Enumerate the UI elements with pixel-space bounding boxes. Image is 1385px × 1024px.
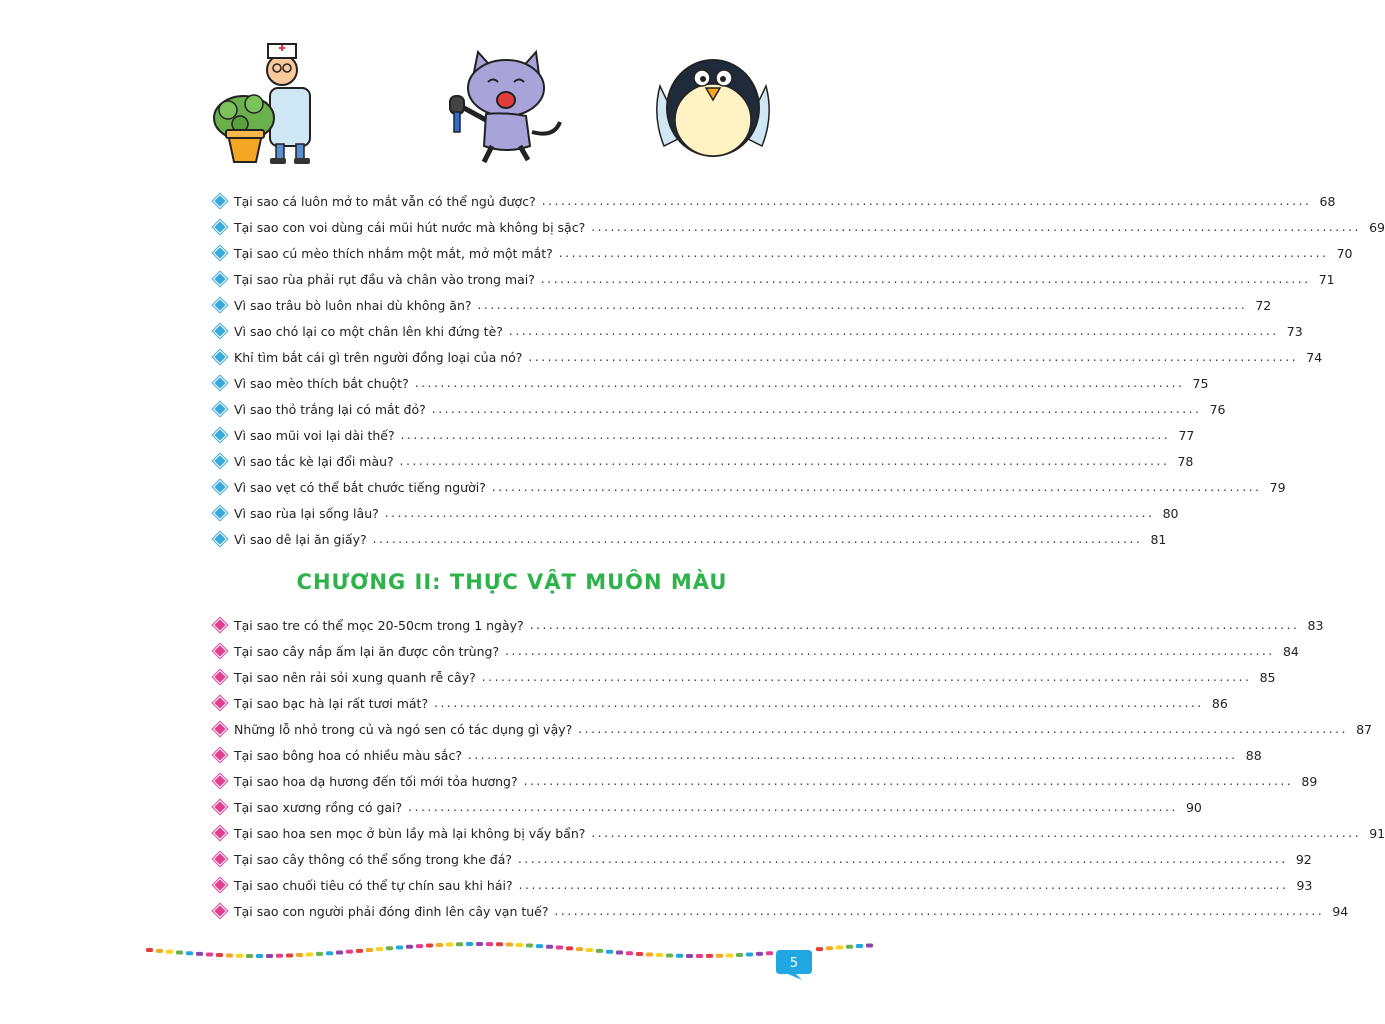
leader-dots: ........................................................................................................................ [434, 696, 1204, 710]
footer-dash [606, 950, 613, 954]
toc-entry-title: Vì sao dê lại ăn giấy? [234, 531, 367, 547]
footer-dash [686, 954, 693, 958]
toc-entry-title: Tại sao con người phải đóng đinh lên cây vạn tuế? [234, 903, 549, 919]
diamond-bullet-icon [213, 670, 227, 684]
footer-dash [826, 946, 833, 950]
diamond-bullet-icon [213, 800, 227, 814]
toc-entry-page: 94 [1332, 903, 1349, 919]
toc-entry-title: Tại sao xương rồng có gai? [234, 799, 403, 815]
toc-entry-page: 74 [1306, 349, 1323, 365]
footer-dash [556, 946, 563, 950]
footer-dash [196, 952, 203, 956]
footer-dash [856, 944, 863, 948]
footer-dash [716, 954, 723, 958]
footer-dash [436, 943, 443, 947]
toc-entry-title: Những lỗ nhỏ trong củ và ngó sen có tác dụng gì vậy? [234, 721, 573, 737]
toc-entry-page: 73 [1286, 323, 1303, 339]
leader-dots: ........................................................................................................................ [591, 826, 1362, 840]
toc-entry[interactable] [212, 422, 1195, 448]
toc-entry-page: 93 [1296, 877, 1313, 893]
footer-dash [446, 943, 453, 947]
footer-dash [426, 943, 433, 947]
toc-entry-title: Tại sao cá luôn mở to mắt vẫn có thể ngủ được? [234, 193, 536, 209]
leader-dots: ........................................................................................................................ [578, 722, 1348, 736]
toc-entry[interactable] [212, 872, 1313, 898]
footer-dash [386, 946, 393, 950]
toc-entry-page: 92 [1295, 851, 1312, 867]
toc-entry-page: 84 [1282, 643, 1299, 659]
toc-entry-title: Tại sao chuối tiêu có thể tự chín sau khi hái? [234, 877, 513, 893]
toc-entry-title: Vì sao thỏ trắng lại có mắt đỏ? [234, 401, 426, 417]
toc-entry-page: 70 [1336, 245, 1353, 261]
toc-entry[interactable] [212, 500, 1179, 526]
footer-dash [466, 942, 473, 946]
footer-dash [376, 947, 383, 951]
footer-dash [346, 950, 353, 954]
footer-dash [486, 942, 493, 946]
toc-entry[interactable] [212, 690, 1228, 716]
diamond-bullet-icon [213, 298, 227, 312]
leader-dots: ........................................................................................................................ [518, 878, 1289, 892]
cold-penguin-illustration [648, 46, 778, 166]
diamond-bullet-icon [213, 272, 227, 286]
toc-entry-page: 68 [1319, 193, 1336, 209]
toc-entry[interactable] [212, 612, 1324, 638]
footer-dash [396, 945, 403, 949]
toc-entry-title: Vì sao mèo thích bắt chuột? [234, 375, 409, 391]
diamond-bullet-icon [213, 904, 227, 918]
diamond-bullet-icon [213, 774, 227, 788]
leader-dots: ........................................................................................................................ [414, 376, 1185, 390]
diamond-bullet-icon [213, 696, 227, 710]
footer-dash [316, 952, 323, 956]
footer-dash [366, 948, 373, 952]
footer-dash [646, 953, 653, 957]
toc-entry-title: Tại sao hoa sen mọc ở bùn lầy mà lại không bị vấy bẩn? [234, 825, 586, 841]
toc-entry-title: Vì sao vẹt có thể bắt chước tiếng người? [234, 479, 486, 495]
leader-dots: ........................................................................................................................ [540, 272, 1311, 286]
toc-entry-title: Vì sao rùa lại sống lâu? [234, 505, 379, 521]
leader-dots: ........................................................................................................................ [481, 670, 1252, 684]
diamond-bullet-icon [213, 748, 227, 762]
toc-entry[interactable] [212, 664, 1276, 690]
diamond-bullet-icon [213, 852, 227, 866]
leader-dots: ........................................................................................................................ [558, 246, 1329, 260]
toc-entry-page: 75 [1192, 375, 1209, 391]
footer-dash [456, 942, 463, 946]
footer-dash [596, 949, 603, 953]
footer-dash [616, 951, 623, 955]
diamond-bullet-icon [213, 220, 227, 234]
diamond-bullet-icon [213, 324, 227, 338]
toc-entry[interactable] [212, 344, 1323, 370]
footer-dash [216, 953, 223, 957]
footer-dash [246, 954, 253, 958]
toc-section-animals [212, 188, 1385, 552]
footer-dash [656, 953, 663, 957]
footer-dash [676, 954, 683, 958]
footer-dash [746, 953, 753, 957]
diamond-bullet-icon [213, 350, 227, 364]
footer-dash [546, 945, 553, 949]
footer-dash [536, 944, 543, 948]
footer-decorative-wave [0, 930, 1024, 990]
toc-entry-page: 83 [1307, 617, 1324, 633]
footer-dash [306, 953, 313, 957]
toc-entry-page: 90 [1185, 799, 1202, 815]
toc-entry[interactable] [212, 292, 1272, 318]
toc-entry-title: Tại sao cú mèo thích nhắm một mắt, mở một mắt? [234, 245, 553, 261]
diamond-bullet-icon [213, 194, 227, 208]
toc-entry[interactable] [212, 716, 1372, 742]
diamond-bullet-icon [213, 506, 227, 520]
toc-entry[interactable] [212, 768, 1318, 794]
footer-dash [266, 954, 273, 958]
leader-dots: ........................................................................................................................ [372, 532, 1143, 546]
footer-dash [586, 948, 593, 952]
footer-dash [516, 943, 523, 947]
toc-entry-page: 81 [1150, 531, 1167, 547]
footer-dash [256, 954, 263, 958]
toc-entry-page: 87 [1356, 721, 1372, 737]
toc-entry[interactable] [212, 820, 1385, 846]
diamond-bullet-icon [213, 722, 227, 736]
toc-entry-title: Vì sao tắc kè lại đổi màu? [234, 453, 394, 469]
leader-dots: ........................................................................................................................ [505, 644, 1275, 658]
toc-entry[interactable] [212, 318, 1303, 344]
toc-entry-page: 85 [1259, 669, 1276, 685]
toc-entry-title: Tại sao rùa phải rụt đầu và chân vào trong mai? [234, 271, 535, 287]
footer-dash [626, 951, 633, 955]
footer-dash [766, 951, 773, 955]
leader-dots: ........................................................................................................................ [528, 350, 1299, 364]
toc-entry[interactable] [212, 526, 1167, 552]
footer-dash [526, 943, 533, 947]
toc-entry-title: Tại sao nên rải sỏi xung quanh rễ cây? [234, 669, 476, 685]
toc-entry-page: 86 [1211, 695, 1228, 711]
footer-dash [166, 950, 173, 954]
footer-dash [866, 943, 873, 947]
footer-dash [756, 952, 763, 956]
footer-dash [146, 948, 153, 952]
toc-entry-page: 88 [1245, 747, 1262, 763]
leader-dots: ........................................................................................................................ [384, 506, 1155, 520]
toc-entry-page: 91 [1369, 825, 1385, 841]
toc-entry[interactable] [212, 742, 1262, 768]
leader-dots: ........................................................................................................................ [491, 480, 1262, 494]
leader-dots: ........................................................................................................................ [508, 324, 1279, 338]
toc-entry-title: Tại sao cây thông có thể sống trong khe đá? [234, 851, 513, 867]
footer-dash [326, 951, 333, 955]
footer-dash [176, 950, 183, 954]
footer-dash [476, 942, 483, 946]
diamond-bullet-icon [213, 532, 227, 546]
footer-dash [156, 949, 163, 953]
toc-entry-page: 76 [1209, 401, 1226, 417]
leader-dots: ........................................................................................................................ [591, 220, 1361, 234]
toc-entry-page: 72 [1255, 297, 1272, 313]
diamond-bullet-icon [213, 618, 227, 632]
footer-dash [406, 945, 413, 949]
toc-entry-page: 80 [1162, 505, 1179, 521]
footer-dash [836, 945, 843, 949]
toc-entry-page: 71 [1318, 271, 1335, 287]
toc-entry[interactable] [212, 266, 1335, 292]
footer-dash [236, 954, 243, 958]
toc-entry-title: Tại sao con voi dùng cái mũi hút nước mà không bị sặc? [234, 219, 586, 235]
toc-entry-page: 79 [1269, 479, 1286, 495]
toc-entry-page: 69 [1369, 219, 1385, 235]
toc-entry[interactable] [212, 898, 1349, 924]
footer-dash [506, 943, 513, 947]
toc-entry-page: 77 [1178, 427, 1195, 443]
toc-entry-title: Vì sao chó lại co một chân lên khi đứng tè? [234, 323, 503, 339]
toc-entry[interactable] [212, 474, 1286, 500]
footer-dash [666, 953, 673, 957]
footer-dash [816, 947, 823, 951]
leader-dots: ........................................................................................................................ [400, 428, 1171, 442]
toc-entry-title: Khỉ tìm bắt cái gì trên người đồng loại của nó? [234, 349, 523, 365]
diamond-bullet-icon [213, 402, 227, 416]
toc-entry-page: 78 [1177, 453, 1194, 469]
toc-entry-title: Tại sao hoa dạ hương đến tối mới tỏa hương? [234, 773, 518, 789]
footer-dash [186, 951, 193, 955]
leader-dots: ........................................................................................................................ [399, 454, 1170, 468]
toc-entry-title: Tại sao bạc hà lại rất tươi mát? [234, 695, 429, 711]
footer-dash [286, 953, 293, 957]
toc-entry[interactable] [212, 370, 1209, 396]
toc-entry-title: Tại sao tre có thể mọc 20-50cm trong 1 ngày? [234, 617, 524, 633]
footer-dash [736, 953, 743, 957]
diamond-bullet-icon [213, 376, 227, 390]
diamond-bullet-icon [213, 454, 227, 468]
chapter-title: CHƯƠNG II: THỰC VẬT MUÔN MÀU [296, 570, 728, 594]
toc-entry[interactable] [212, 188, 1336, 214]
toc-entry[interactable] [212, 214, 1385, 240]
diamond-bullet-icon [213, 246, 227, 260]
toc-entry-title: Tại sao bông hoa có nhiều màu sắc? [234, 747, 462, 763]
toc-entry[interactable] [212, 448, 1194, 474]
footer-dash [706, 954, 713, 958]
leader-dots: ........................................................................................................................ [529, 618, 1300, 632]
footer-dash [726, 953, 733, 957]
singing-cat-illustration [442, 42, 572, 167]
diamond-bullet-icon [213, 878, 227, 892]
footer-dash [416, 944, 423, 948]
leader-dots: ........................................................................................................................ [408, 800, 1178, 814]
leader-dots: ........................................................................................................................ [541, 194, 1312, 208]
toc-entry[interactable] [212, 240, 1353, 266]
footer-dash [496, 942, 503, 946]
doctor-with-plant-illustration [208, 40, 338, 170]
diamond-bullet-icon [213, 644, 227, 658]
leader-dots: ........................................................................................................................ [477, 298, 1248, 312]
diamond-bullet-icon [213, 480, 227, 494]
footer-dash [336, 950, 343, 954]
footer-dash [226, 953, 233, 957]
footer-dash [276, 954, 283, 958]
toc-entry-page: 89 [1301, 773, 1318, 789]
toc-entry-title: Vì sao trâu bò luôn nhai dù không ăn? [234, 297, 472, 313]
footer-dash [846, 945, 853, 949]
leader-dots: ........................................................................................................................ [554, 904, 1325, 918]
toc-entry-title: Vì sao mũi voi lại dài thế? [234, 427, 395, 443]
diamond-bullet-icon [213, 826, 227, 840]
footer-dash [576, 947, 583, 951]
leader-dots: ........................................................................................................................ [431, 402, 1202, 416]
footer-dash [206, 953, 213, 957]
footer-dash [566, 946, 573, 950]
footer-dash [696, 954, 703, 958]
toc-entry[interactable] [212, 846, 1312, 872]
leader-dots: ........................................................................................................................ [518, 852, 1288, 866]
leader-dots: ........................................................................................................................ [523, 774, 1294, 788]
page-number: 5 [789, 956, 799, 971]
footer-dash [356, 949, 363, 953]
toc-entry[interactable] [212, 638, 1299, 664]
toc-section-plants [212, 612, 1385, 924]
leader-dots: ........................................................................................................................ [467, 748, 1238, 762]
toc-entry[interactable] [212, 794, 1202, 820]
diamond-bullet-icon [213, 428, 227, 442]
footer-dash [636, 952, 643, 956]
footer-dash [296, 953, 303, 957]
toc-entry-title: Tại sao cây nắp ấm lại ăn được côn trùng? [234, 643, 500, 659]
toc-entry[interactable] [212, 396, 1226, 422]
